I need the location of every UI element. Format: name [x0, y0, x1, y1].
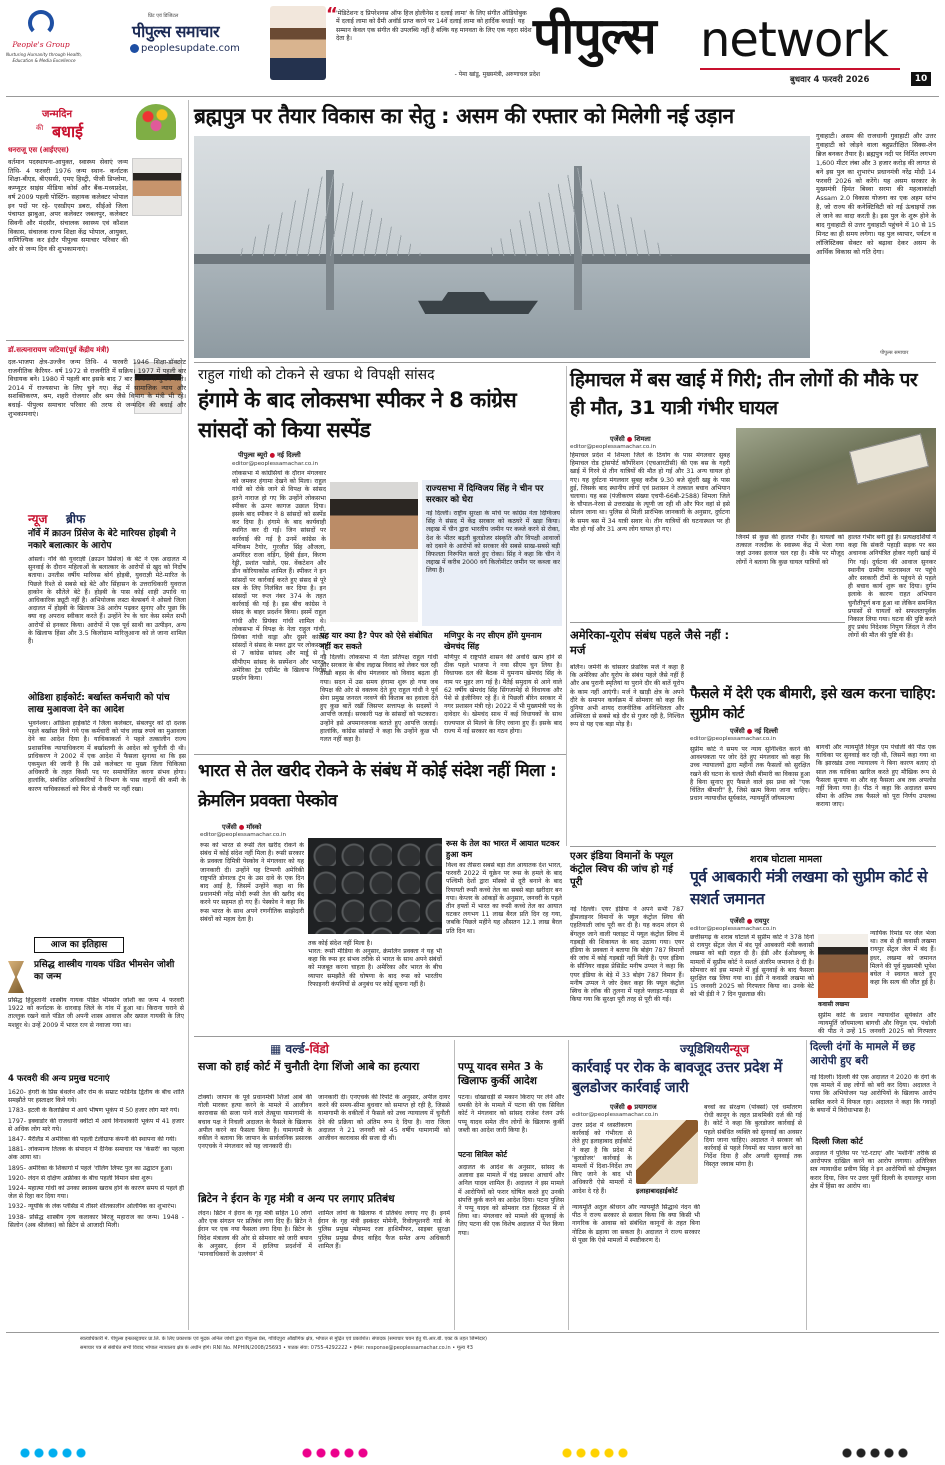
parliament-col-b-title: मणिपुर के नए सीएम होंगे युमनाम खेमचंद सिंह [444, 631, 542, 651]
bus-body3: हालत गंभीर बनी हुई है। प्रत्यक्षदर्शियों ने कहा कि संकरी पहाड़ी सड़क पर बस अचानक अनियंत्रित होकर गहरी खाई में गिर गई। दुर्घटना की आवाज सुनकर स्थानीय ग्रामीण घटनास्थल पर पहुंचे और सरकारी टीमों के पहुंचने से पहले ही बचाव कार्य शुरू कर दिया। दुर्गम इलाके के कारण राहत अभियान चुनौतीपूर्ण बना हुआ था लेकिन समन्वित प्रयासों से घायलों को सफलतापूर्वक निकाल लिया गया। घटना की पुष्टि करते हुए प्रबंध निदेशक निपुण जिंदल ने तीन लोगों की मौत की पुष्टि की है। [848, 534, 936, 640]
bulldozer-text1: उत्तर प्रदेश में ध्वस्तीकरण कार्रवाई को गंभीरता से लेते हुए इलाहाबाद हाईकोर्ट ने कहा है कि प्रदेश में 'बुलडोजर' कार्रवाई के मामलों में दिशा-निर्देश तय किए जाने के बाद भी अधिकारी ऐसे मामलों में आदेश दे रहे हैं। [572, 1122, 632, 1195]
bridge-photo [194, 136, 810, 358]
person1-photo [132, 158, 182, 216]
bulldozer-city: प्रयागराज [634, 1103, 657, 1111]
world-icon: ▦ [270, 1042, 282, 1056]
world-window-item2-text2: शामिल लोगों के खिलाफ ये प्रतिबंध लगाए गए हैं। इनमें ईरान के गृह मंत्री इस्कंदर मोमेनी, रिवोल्यूशनरी गार्ड के पुलिस प्रमुख मोहम्मद रजा हाशिमीफर, साइबर सुरक्षा पुलिस प्रमुख सैयद वाहिद फैज समेत अन्य अधिकारी शामिल हैं। [318, 1210, 450, 1250]
rahul-photo [330, 482, 418, 622]
lead-side-text: गुवाहाटी। असम की राजधानी गुवाहाटी और उत्तर गुवाहाटी को जोड़ने वाला बहुप्रतीक्षित सिक्स-लेन ब्रिज बनकर तैयार है। ब्रह्मपुत्र नदी पर निर्मित लगभग 1,600 मीटर लंबा और 3 हजार करोड़ की लागत से बने इस पुल का शुभारंभ प्रधानमंत्री नरेंद्र मोदी 14 फरवरी 2026 को करेंगे। यह असम सरकार के मुख्यमंत्री हिमंत बिस्वा सरमा की महत्वाकांक्षी Assam 2.0 विकास योजना का एक अहम स्तंभ है, जो राज्य की कनेक्टिविटी को नई ऊंचाइयों तक ले जाने का वादा करती है। इस पुल के शुरू होने के बाद गुवाहाटी से उत्तर गुवाहाटी पहुंचने में 10 से 15 मिनट का ही समय लगेगा। यह पुल व्यापार, पर्यटन व लॉजिस्टिक्स सेक्टर को बढ़ावा देकर असम के आर्थिक विकास को गति देगा। [816, 132, 936, 256]
oil-text1: रूस को भारत से रूसी तेल खरीद रोकने के संबंध में कोई संदेश नहीं मिला है। रूसी सरकार के प्रवक्ता दिमित्री पेस्कोव ने मंगलवार को यह जानकारी दी। उन्होंने यह टिप्पणी अमेरिकी राष्ट्रपति डोनाल्ड ट्रंप के उस दावे के एक दिन बाद आई है, जिसमें उन्होंने कहा था कि प्रधानमंत्री नरेंद्र मोदी रूसी तेल की खरीद बंद करने पर सहमत हो गए हैं। पेस्कोव ने कहा कि रूस भारत के साथ अपने रणनीतिक साझेदारी संबंधों को महत्व देता है। [200, 842, 304, 923]
lead-photo-credit: पीपुल्स समाचार [880, 350, 909, 356]
world-window-header: ▦ वर्ल्ड-विंडो [270, 1042, 329, 1056]
parliament-author: पीपुल्स ब्यूरो [238, 451, 268, 459]
news-brief-header-news: न्यूज [28, 512, 48, 526]
oil-photo-caption: तक कोई संदेश नहीं मिला है। [308, 940, 373, 947]
history-main-title: प्रसिद्ध शास्त्रीय गायक पंडित भीमसेन जोशी का जन्म [34, 960, 175, 982]
bus-byline [610, 434, 651, 443]
bus-wreck [849, 434, 929, 485]
masthead-quote-author: - पेमा खांडू, मुख्यमंत्री, अरुणाचल प्रदेश [454, 71, 540, 78]
lakhma-photo [818, 934, 868, 998]
parliament-kicker: राहुल गांधी को टोकने से खफा थे विपक्षी सांसद [198, 367, 435, 383]
pappu-text1: पटना। धोखाधड़ी से मकान किराए पर लेने और धमकी देने के मामले में पटना की एक सिविल कोर्ट ने मंगलवार को सांसद राजेश रंजन उर्फ पप्पू यादव समेत तीन लोगों के खिलाफ कुर्की जब्ती का आदेश जारी किया है। [458, 1094, 564, 1134]
world-window-item1-text1: टोक्यो। जापान के पूर्व प्रधानमंत्री शिंजो आबे की गोली मारकर हत्या करने के मामले में आजीवन कारावास की सजा पाने वाले तेत्सुया यामागामी के बचाव पक्ष ने निचली अदालत के फैसले के खिलाफ अपील करने का फैसला किया है। यामागामी के वकील ने बताया कि जापान के सार्वजनिक प्रसारक एनएचके ने मंगलवार को यह जानकारी दी। [198, 1094, 312, 1151]
parliament-headline: हंगामे के बाद लोकसभा स्पीकर ने 8 कांग्रेस सांसदों को किया सस्पेंड [198, 388, 517, 442]
birthday-section [6, 100, 184, 495]
cmyk-dots-mid [300, 1448, 370, 1458]
peoples-group-logo-icon [28, 10, 54, 36]
court-delay-text2: बागची और न्यायमूर्ति विपुल एम पंचोली की पीठ एक याचिका पर सुनवाई कर रही थी, जिसमें कहा गया था कि झारखंड उच्च न्यायालय ने बिना कारण बताए दो साल तक याचिका खारिज करते हुए मौखिक रूप से फैसला सुनाया था और वह फैसला अब तक अपलोड नहीं किया गया है। पीठ ने कहा कि अदालत समय सीमा के अंतिम तक फैसले को पूरा निर्णय उपलब्ध कराया जाए। [816, 744, 936, 809]
news-brief-item1-title: नॉर्वे में क्राउन प्रिंसेज के बेटे मारियस होइबी ने नकारे बलात्कार के आरोप [28, 529, 176, 551]
court-delay-text1: सुप्रीम कोर्ट ने समय पर न्याय सुनिश्चित करने की आवश्यकता पर जोर देते हुए मंगलवार को कहा कि उच्च न्यायालयों द्वारा महीनों तक फैसलों को सुरक्षित रखने की घटना के चलते जैसी बीमारी का विकास हुआ है बिना सुनाए हुए फैसले वाले इस प्रथा को "एक चिंतित बीमारी" है, जिसे खत्म किया जाना चाहिए। प्रधान न्यायाधीश सूर्यकांत, न्यायमूर्ति जॉयमाल्या [690, 746, 810, 803]
history-event: 1938- प्रसिद्ध शास्त्रीय नृत्य कलाकार बिरजू महाराज का जन्म। 1948 - सिलोन (अब श्रीलंका) को ब्रिटेन से आजादी मिली। [8, 1213, 184, 1229]
edition-date: बुधवार 4 फरवरी 2026 [790, 75, 870, 85]
history-event: 1932- न्यूयॉर्क के लेक प्लेसिड में तीसरे शीतकालीन ओलंपिक का शुभारंभ। [8, 1203, 177, 1211]
world-window-header-left: वर्ल्ड [285, 1042, 305, 1056]
bulldozer-email[interactable]: editor@peoplessamachar.co.in [572, 1112, 659, 1118]
cmyk-dots-mid2 [560, 1448, 630, 1458]
court-delay-email[interactable]: editor@peoplessamachar.co.in [690, 736, 777, 742]
location-icon: ● [269, 451, 276, 459]
pappu-headline: पप्पू यादव समेत 3 के खिलाफ कुर्की आदेश [458, 1061, 543, 1087]
samachar-prefix: प्रिंट एवं डिजिटल [148, 13, 179, 19]
world-window-item2-text1: लंदन। ब्रिटेन ने ईरान के गृह मंत्री सहित 10 लोगों और एक संगठन पर प्रतिबंध लगा दिए हैं। ब्रिटेन ने ईरान पर एक नया फैसला लगा दिया है। ब्रिटेन के विदेश मंत्रालय की ओर से सोमवार को जारी बयान के अनुसार, ईरान में हालिया प्रदर्शनों में 'मानवाधिकारों के उल्लंघन' में [198, 1210, 312, 1259]
bulldozer-text2: न्यायमूर्ति अतुल श्रीधरन और न्यायमूर्ति सिद्धार्थ नंदन की पीठ ने राज्य सरकार से सवाल किया कि क्या किसी भी नागरिक के आवास को संबंधित कानूनों के तहत बिना नोटिस के ढहाया जा सकता है। अदालत ने राज्य सरकार से पूछा कि ऐसे मामलों में स्पष्टीकरण दें। [572, 1204, 700, 1244]
delhi-text2: अदालत ने पुलिस पर 'रटे-रटाए' और 'मशीनी' तरीके से आरोपपत्र दाखिल करने का आरोप लगाया। अतिरिक्त सत्र न्यायाधीश प्रवीण सिंह ने इन आरोपियों को दोषमुक्त करार दिया, जिन पर उत्तर पूर्वी दिल्ली के दयालपुर थाना क्षेत्र में हिंसा का आरोप था। [810, 1150, 936, 1190]
us-europe-text: बर्लिन। जर्मनी के चांसलर फ्रेडरिक मर्ज ने कहा है कि अमेरिका और यूरोप के संबंध पहले जैसे नहीं हैं और अब पुरानी स्मृतियां या पुराने दौर की बातें यूरोप के काम नहीं आएंगी। मर्ज ने खाड़ी क्षेत्र के अपने दौरे के समापन कार्यक्रम में सोमवार को कहा कि दुनिया अभी शायद राजनीतिक अनिश्चितता और अस्थिरता से सबसे बड़े दौर से गुजर रही है, निश्चित रूप से यह एक बड़ा मोड़ है। [570, 664, 684, 729]
quote-mark-icon: “ [326, 4, 338, 25]
peoples-group-tagline: Nurturing Humanity through Health, Education & Media Excellence [6, 52, 83, 63]
peoples-group-name: People's Group [12, 40, 70, 49]
masthead-quote: 'मेडिटेशनः द प्रिपरेशनस ऑफ हिज होलीनेस द दलाई लामा' के लिए संगीत ऑडियोबुक में दलाई लामा को ग्रैमी अवॉर्ड प्राप्त करने पर 14वें दलाई लामा को हार्दिक बधाई! यह सम्मान केवल एक संगीत की उपलब्धि नहीं है बल्कि यह मानवता के लिए एक गहरा संदेश देता है। [336, 10, 532, 43]
bulldozer-kicker [680, 1040, 749, 1057]
history-event: 1924- महात्मा गांधी को उनका स्वास्थ्य खराब होने के कारण समय से पहले ही जेल से रिहा कर दिया गया। [8, 1185, 184, 1201]
cmyk-dots-left [18, 1448, 88, 1458]
birthday-header-main: बधाई [52, 122, 83, 141]
oil-headline: भारत से तेल खरीद रोकने के संबंध में कोई संदेश नहीं मिला : क्रेमलिन प्रवक्ता पेस्कोव [198, 761, 557, 811]
parliament-inset-text: नई दिल्ली। राष्ट्रीय सुरक्षा के मोर्चे पर कांग्रेस नेता दिग्विजय सिंह ने संसद में केंद्र सरकार को कठघरे में खड़ा किया। लद्दाख में चीन द्वारा भारतीय जमीन पर कब्जे करने से रोका, देश के भीतर बढ़ती बुलडोजर संस्कृति और विपक्षी आवाजों को दबाने के आरोपों को सरकार की सबसे साख-सबसे बड़ी विफलता निरूपित करते हुए रोका। सिंह ने कहा कि चीन ने लद्दाख में करीब 2000 वर्ग किलोमीटर जमीन पर कब्जा कर लिया है। [426, 510, 560, 575]
pappu-rule [568, 1040, 569, 1330]
lead-divider [194, 362, 936, 363]
world-window-header-right: विंडो [309, 1042, 329, 1056]
brand-hindi: पीपुल्स [533, 7, 656, 65]
website-link[interactable]: peoplesupdate.com [141, 43, 240, 54]
hourglass-icon [8, 961, 24, 993]
news-brief-header-brief: ब्रीफ [66, 512, 86, 526]
parliament-email[interactable]: editor@peoplessamachar.co.in [232, 461, 319, 467]
liquor-city: रायपुर [754, 917, 770, 925]
liquor-text: छत्तीसगढ़ के शराब घोटाले में सुप्रीम कोर्ट ने 378 दिनों से रायपुर सेंट्रल जेल में बंद पूर्व आबकारी मंत्री कवासी लखमा को बड़ी राहत दी है। ईडी और ईओडब्ल्यू के मामलों में सुप्रीम कोर्ट ने सशर्त अंतरिम जमानत दे दी है। सोमवार को इस मामले में हुई सुनवाई के बाद फैसला सुरक्षित रख लिया गया था। ईडी ने कवासी लखमा को 15 जनवरी 2025 को गिरफ्तार किया था। उनके बेटे को भी ईडी ने 7 दिन पूछताछ की। [690, 934, 814, 999]
parliament-col-a-title: यह यार क्या है? पेपर को ऐसे संबोधित नहीं कर सकते [320, 631, 433, 651]
history-events-header: 4 फरवरी की अन्य प्रमुख घटनाएं [8, 1074, 110, 1084]
samachar-logo: पीपुल्स समाचार [132, 22, 219, 41]
oil-barrels-photo [308, 838, 442, 934]
bus-email[interactable]: editor@peoplessamachar.co.in [570, 444, 657, 450]
court-delay-city: नई दिल्ली [754, 727, 778, 735]
ship [418, 292, 538, 314]
history-section [8, 937, 184, 1327]
liquor-text2: न्यायिक रिमांड पर जेल भेजा था। तब से ही कवासी लखमा रायपुर सेंट्रल जेल में बंद हैं। इधर, लखमा को जमानत मिलने की पूर्व मुख्यमंत्री भूपेश बघेल ने स्वागत करते हुए कहा कि सत्य की जीत हुई है। [870, 930, 936, 987]
news-brief-item1-text: ओस्लो। नॉर्वे की युवराज्ञी (क्राउन प्रिंसेज) के बेटे ने एक अदालत में सुनवाई के दौरान महिलाओं के बलात्कार के आरोपों से खुद को निर्दोष बताया। उनतीस वर्षीय मारियस बोर्ग होइबी, युवराज्ञी मेटे-मारित के पिछले रिश्ते से सबसे बड़े बेटे और सिंहासन के उत्तराधिकारी युवराज हाकोन के सौतेले बेटे हैं। होइबी के पास कोई शाही उपाधि या आधिकारिक ड्यूटी नहीं है। अभियोजक लस्टा बेल्सबर्ग ने ओस्लो जिला अदालत में होइबी के खिलाफ 38 आरोप पढ़कर सुनाए और पूछा कि क्या वह अपराध स्वीकार करते हैं। उन्होंने रेप के चार केस समेत सभी आरोपों से इनकार किया। आरोपों में एक पूर्व साथी का उत्पीड़न, अन्य के खिलाफ हिंसा और 3.5 किलोग्राम मारिजुआना को ले जाना शामिल हैं। [28, 556, 186, 646]
bus-city: शिमला [634, 435, 651, 443]
middle-divider [194, 1036, 936, 1037]
left-column-rule [188, 100, 189, 1330]
birthday-header-top: जन्मदिन [42, 109, 73, 120]
cmyk-dots-right [840, 1448, 910, 1458]
world-window-item1-title: सजा को हाई कोर्ट में चुनौती देगा शिंजो आबे का हत्यारा [198, 1060, 420, 1073]
parliament-city: नई दिल्ली [277, 451, 301, 459]
lakhma-caption: कवासी लखमा [818, 1001, 850, 1008]
air-india-headline: एअर इंडिया विमानों के फ्यूल कंट्रोल स्विच की जांच हो गई पूरी [570, 851, 673, 888]
bulldozer-author: एजेंसी [610, 1103, 625, 1111]
court-delay-divider [570, 846, 936, 847]
oil-inset-text: विश्व का तीसरा सबसे बड़ा तेल आयातक देश भारत, फरवरी 2022 में यूक्रेन पर रूस के हमले के बाद पश्चिमी देशों द्वारा मॉस्को से दूरी बनाने के बाद रियायती रूसी कच्चे तेल का सबसे बड़ा खरीदार बन गया। केप्लर के आंकड़ों के अनुसार, जनवरी के पहले तीन हफ्तों में भारत का रूसी कच्चे तेल का आयात घटकर लगभग 11 लाख बैरल प्रति दिन रह गया, जबकि पिछले महीने यह औसतन 12.1 लाख बैरल प्रति दिन था। [446, 862, 562, 935]
bus-divider [570, 622, 845, 623]
pappu-label: पटना सिविल कोर्ट [458, 1150, 508, 1159]
parliament-col-b-text: मणिपुर में राष्ट्रपति शासन की अवधि खत्म होने से ठीक पहले भाजपा ने नया सीएम चुन लिया है। विधायक दल की बैठक में युमनाम खेमचंद सिंह के नाम पर मुहर लग गई है। मैतेई समुदाय से आने वाले 62 वर्षीय खेमचंद सिंह सिंगजामेई से विधायक और पेशे से इंजीनियर रहे हैं। वे पिछली बीरेन सरकार में नगर प्रशासन मंत्री रहे। 2022 में भी मुख्यमंत्री पद के दावेदार थे। खेमचंद साथ में कई विधायकों के साथ राज्यपाल से मिलने के लिए रवाना हुए हैं। इसके बाद राज्य में नई सरकार का गठन होगा। [444, 654, 562, 735]
bulldozer-text3: बच्चों का संरक्षण (पोक्सो) एवं धर्मांतरण रोधी कानून के तहत प्राथमिकी दर्ज की गई है। कोर्ट ने कहा कि बुलडोजर कार्रवाई से पहले संबंधित व्यक्ति को सुनवाई का अवसर दिया जाना चाहिए। अदालत ने सरकार को कार्रवाई से पहले नियमों का पालन करने का निर्देश दिया है और अगली सुनवाई तक विस्तृत जवाब मांगा है। [704, 1104, 802, 1169]
bouquet-icon [136, 104, 176, 140]
history-event: 1881- लोकमान्य तिलक के संपादन में दैनिक समाचार पत्र 'केसरी' का पहला अंक आया था। [8, 1146, 184, 1162]
person1-name: धनराजू एस (आईएएस) [8, 146, 70, 154]
location-icon: ● [746, 727, 753, 735]
liquor-author: एजेंसी [730, 917, 745, 925]
middle-column-rule [566, 366, 567, 846]
history-main-text: प्रसिद्ध हिंदुस्तानी शास्त्रीय गायक पंडित भीमसेन जोशी का जन्म 4 फरवरी 1922 को कर्नाटक के धारवाड़ जिले के गांव में हुआ था। किराना घराने से ताल्लुक रखने वाले पंडित जी अपनी शास्त्र आवाज और ख्याल गायकी के लिए मशहूर थे। उन्हें 2009 में भारत रत्न से नवाजा गया था। [8, 997, 184, 1029]
world-rule [454, 1040, 455, 1330]
lead-headline: ब्रह्मपुत्र पर तैयार विकास का सेतु : असम की रफ्तार को मिलेगी नई उड़ान [194, 104, 734, 128]
news-brief-item2-text: भुवनेश्वर। ओडिशा हाईकोर्ट ने जिला कलेक्टर, संबलपुर को दो दशक पहले बर्खास्त किये गये एक कर्मचारी को पांच लाख रुपये का मुआवजा देने का आदेश दिया है। याचिकाकर्ता ने पहले तत्कालीन राज्य प्रशासनिक न्यायाधिकरण में बर्खास्तगी के आदेश को चुनौती दी थी। प्राधिकरण ने 2002 में एक आदेश में फैसला सुनाया था कि इस एकमुश्त की जानी है कि उसे कलेक्टर या मुख्य जिला चिकित्सा अधिकारी के तहत किसी पद पर समायोजित करना संभव होगा। हालांकि, संबंधित अधिकारियों ने विभाग के पास वाहनों की कमी के कारण याचिकाकर्ता को फिर से नौकरी पर नहीं रखा। [28, 720, 186, 793]
bulldozer-kicker-right: न्यूज [729, 1042, 750, 1056]
oil-email[interactable]: editor@peoplessamachar.co.in [200, 832, 287, 838]
bus-author: एजेंसी [610, 435, 625, 443]
cm-portrait [270, 6, 326, 80]
world-window-item2-title: ब्रिटेन ने ईरान के गृह मंत्री व अन्य पर लगाए प्रतिबंध [198, 1193, 395, 1205]
location-icon: ● [626, 1103, 633, 1111]
masthead [0, 0, 945, 96]
air-india-text: नई दिल्ली। एयर इंडिया ने अपने सभी 787 ड्रीमलाइनर विमानों के फ्यूल कंट्रोल स्विच की एहतियाती जांच पूरी कर दी है। यह कदम लंदन से बेंगलुरु जाने वाली फ्लाइट में फ्यूल कंट्रोल स्विच में गड़बड़ी की शिकायत के बाद उठाया गया। एयर इंडिया के प्रवक्ता ने बताया कि बोइंग 787 विमानों की जांच में कोई गड़बड़ी नहीं मिली है। एयर इंडिया के सीनियर वाइस प्रेसिडेंट मनीष उप्पल ने कहा कि एयर इंडिया के बेड़े में 33 बोइंग 787 विमान हैं। मनीष उप्पल ने जोर देकर कहा कि फ्यूल कंट्रोल स्विच के लॉक की तुलना में पहले फ्लाइट-फाइड से किया गया कि सुरक्षा पूरी तरह से पूरी की गई। [570, 906, 684, 1004]
world-window-item1-text2: जानकारी दी। एनएचके की रिपोर्ट के अनुसार, अपील दायर करने की समय-सीमा बुधवार को समाप्त हो रही है, जिससे यामागामी के वकीलों ने फैसले को उच्च न्यायालय में चुनौती देने की प्रक्रिया को अंतिम रूप दे दिया है। नारा जिला अदालत ने 21 जनवरी को 45 वर्षीय यामागामी को आजीवन कारावास की सजा दी थी। [318, 1094, 450, 1143]
person2-name: डॉ.सत्यनारायण जटिया(पूर्व केंद्रीय मंत्री) [8, 346, 110, 354]
history-events-list [8, 1089, 184, 1325]
brand-english: network [700, 12, 888, 68]
oil-author: एजेंसी [222, 823, 237, 831]
history-event: 1847- मैरीलैंड में अमेरिका की पहली टेलीग्राफ कंपनी की स्थापना की गयी। [8, 1136, 177, 1144]
gavel-photo [636, 1120, 698, 1184]
bus-accident-photo [736, 428, 936, 532]
parliament-divider [194, 754, 566, 755]
location-icon: ● [626, 435, 633, 443]
bulldozer-kicker-left: ज्यूडिशियरी [680, 1042, 730, 1056]
person2-bio: दल-भाजपा क्षेत्र-उज्जैन जन्म तिथि- 4 फरवरी 1946 शिक्षा-डॉक्टरेट राजनीतिक कैरियर- वर्ष 1972 से राजनीति में सक्रिय। 1977 में पहली बार विधायक बने। 1980 में पहली बार इसके बाद 7 बार लोकसभा चुनाव जीते। 2014 में राज्यसभा के लिए चुने गए। केंद्र में सामाजिक न्याय और सशक्तिकरण, श्रम, शहरी रोजगार और श्रम जैसे विभाग के मंत्री भी रहे। बधाई- पीपुल्स समाचार परिवार की तरफ से जन्मदिन की बधाई और शुभकामनाएं। [8, 358, 186, 418]
oil-inset-title: रूस के तेल का भारत में आयात घटकर हुआ कम [446, 839, 560, 859]
bridge-cables [234, 172, 424, 256]
bridge-cables [482, 168, 672, 256]
history-event: 1895- अमेरिका के शिकागो में पहले 'रोलिंग लिफ्ट पुल का उद्घाटन हुआ। [8, 1164, 173, 1172]
oil-byline [222, 822, 261, 831]
parliament-col-a-text: नई दिल्ली। लोकसभा में नेता प्रतिपक्ष राहुल गांधी और सरकार के बीच लद्दाख विवाद को लेकर चल रही तीखी बहस के बीच मंगलवार को विवाद बढ़ता ही गया। सदन में उस समय हंगामा शुरू हो गया जब विपक्ष की ओर से वक्तव्य देते हुए राहुल गांधी ने पूर्व सेना प्रमुख जनरल नरवणे की किताब का हवाला देते हुए कुछ बातें रखीं जिसपर सत्तापक्ष के सदस्यों ने आपत्ति जताई। सरकारी पक्ष के सांसदों को फटकारा। उन्होंने इसे अपमानजनक बताते हुए आपत्ति जताई। हालांकि, कांग्रेस सांसदों ने कहा कि उन्होंने कुछ भी गलत नहीं कहा है। [320, 654, 438, 744]
birthday-divider [6, 340, 184, 341]
liquor-label: शराब घोटाला मामला [750, 854, 822, 865]
masthead-divider [6, 96, 939, 97]
bus-body2: जिनमें से कुछ की हालत गंभीर है। घायलों को तत्काल नजदीक के स्वास्थ्य केंद्र में भेजा गया जहां उनका इलाज चल रहा है। मौके पर मौजूद लोगों ने बताया कि कुछ घायल यात्रियों को [736, 534, 844, 566]
person1-bio: वर्तमान पदस्थापना-आयुक्त, स्वास्थ्य सेवाएं जन्म तिथि- 4 फरवरी 1976 जन्म स्थान- कर्नाटक शिक्षा-बीएड, बीएससी, एमए हिस्ट्री, पीजी डिप्लोमा, कम्प्यूटर साइंस मीडिया कोर्स और बैंक-मध्यप्रदेश, वर्ष 2009 पहली पोस्टिंग- सहायक कलेक्टर भोपाल इन पदों पर रहे- एसडीएम डबरा, सीईओ जिला पंचायत झाबुआ, अपर कलेक्टर जबलपुर, कलेक्टर सिवनी और मंदसौर, संचालक स्वास्थ्य एवं कौशल विकास, संचालक राज्य शिक्षा केंद्र भोपाल, आयुक्त, वाणिज्यिक कर इंदौर पीपुल्स समाचार परिवार की ओर से जन्म दिन की शुभकामनाएं। [8, 158, 128, 254]
pappu-text2: अदालत के आदेश के अनुसार, सांसद के अलावा इस मामले में चंद्र प्रकाश आचार्य और अनिल यादव शामिल हैं। अदालत ने इस मामले में आरोपियों को फरार घोषित करते हुए उनकी संपत्ति कुर्क करने का आदेश दिया। पटना पुलिस ने पप्पू यादव को सोमवार रात हिरासत में ले लिया था। मंगलवार को मामले की सुनवाई के लिए पटना की एक विशेष अदालत में पेश किया गया। [458, 1164, 564, 1237]
news-brief-item2-title: ओडिशा हाईकोर्ट: बर्खास्त कर्मचारी को पांच लाख मुआवजा देने का आदेश [28, 693, 170, 715]
registration-marks [0, 1440, 945, 1465]
footer-line1: स्वत्वाधिकारी मे. पीपुल्स इन्फ्रास्ट्रक्चर प्रा.लि. के लिए प्रकाशक एवं मुद्रक अनिल जोशी द्वारा पीपुल्स प्रेस, गोविंदपुरा औद्योगिक क्षेत्र, भोपाल से मुद्रित एवं प्रकाशित। संपादक (समाचार चयन हेतु पी.आर.बी. एक्ट के तहत जिम्मेदार) [80, 1336, 487, 1342]
globe-icon [130, 44, 139, 53]
bus-headline: हिमाचल में बस खाई में गिरी; तीन लोगों की मौके पर ही मौत, 31 यात्री गंभीर घायल [570, 369, 918, 419]
us-europe-headline: अमेरिका-यूरोप संबंध पहले जैसे नहीं : मर्ज [570, 628, 730, 657]
history-event: 1797- इक्वाडोर की राजधानी क्वीटो में आये विनाशकारी भूकंप में 41 हजार से अधिक लोग मारे गये। [8, 1117, 184, 1133]
parliament-body: लोकसभा में कांग्रेसियों के दौरान मंगलवार को जमकर हंगामा देखने को मिला। राहुल गांधी को रोके जाने से विपक्ष के सांसद इतने नाराज हो गए कि उन्होंने लोकसभा स्पीकर के ऊपर कागज उछाल दिया। इसके बाद स्पीकर ने 8 सांसदों को सस्पेंड कर दिया है। हंगामे के बाद कार्यवाही स्थगित कर दी गई। जिन सांसदों पर कार्रवाई की गई है उनमें कांग्रेस के मणिकम टैगोर, गुरजीत सिंह औजला, अमरिंदर राजा वड़िंग, हिबी ईडन, किरण रेड्डी, प्रशांत पडोले, एस. वेंकटेशन और डीन कोरियाकोस शामिल हैं। स्पीकर ने इन सांसदों पर कार्रवाई करते हुए संसद से पूरे सत्र के लिए निलंबित कर दिया है। इन सांसदों पर रूल नंबर 374 के तहत कार्रवाई की गई है। इस बीच कांग्रेस ने संसद के बाहर प्रदर्शन किया। इसमें राहुल गांधी और प्रियंका गांधी शामिल थे। लोकसभा में विपक्ष के नेता राहुल गांधी, प्रियंका गांधी वाड्रा और दूसरे कांग्रेस सांसदों ने संसद के मकर द्वार पर लोकसभा से 7 कांग्रेस सांसद और माईुं से 1 सीपीएम सांसद के सस्पेंशन और भारत-अमेरिका ट्रेड एग्रीमेंट के खिलाफ विरोध प्रदर्शन किया। [232, 470, 326, 683]
delhi-text1: नई दिल्ली। दिल्ली की एक अदालत ने 2020 के दंगों के एक मामले में छह लोगों को बरी कर दिया। अदालत ने पाया कि अभियोजन पक्ष आरोपियों के खिलाफ आरोप साबित करने में विफल रहा। अदालत ने कहा कि गवाहों के बयानों में विरोधाभास है। [810, 1074, 936, 1114]
location-icon: ● [746, 917, 753, 925]
oil-text2: भारत: रूसी मीडिया के अनुसार, क्रेमलिन प्रवक्ता ने यह भी कहा कि रूस हर संभव तरीके से भारत के साथ अपने संबंधों को मजबूत करना चाहता है। अमेरिका और भारत के बीच व्यापार समझौते की घोषणा के बाद रूस को भारतीय रिफाइनरी कंपनियों से अनुबंध पर कोई सूचना नहीं है। [308, 948, 442, 988]
liquor-byline [730, 916, 769, 925]
bulldozer-rule [806, 1040, 807, 1330]
court-delay-byline [730, 726, 778, 735]
history-event: 1620- हंगरी के प्रिंस बेथलेन और रोम के सम्राट फर्डिनेंड द्वितीय के बीच शांति समझौते पर हस्ताक्षर किये गये। [8, 1089, 184, 1105]
location-icon: ● [238, 823, 245, 831]
liquor-email[interactable]: editor@peoplessamachar.co.in [690, 926, 777, 932]
court-delay-author: एजेंसी [730, 727, 745, 735]
bus-body: हिमाचल प्रदेश में शिमला जिले के ठियोग के पास मंगलवार सुबह हिमाचल रोड ट्रांसपोर्ट कॉर्पोरेशन (एचआरटीसी) की एक बस के गहरी खाई में गिरने से तीन यात्रियों की मौत हो गई और 31 अन्य घायल हो गए। यह दुर्घटना मंगलवार सुबह करीब 9.30 बजे सुंदरी खड्ड के पास हुई, जिसके बाद स्थानीय लोगों एवं प्रशासन ने तत्काल बचाव अभियान चलाया। यह बस (पंजीकरण संख्या एचपी-66बी-2588) शिमला जिले के चौपाल-नेरवा से उत्तराखंड के त्यूणी जा रही थी और फिर वहां से इसे सोलन जाना था। पुलिस से मिली प्रारंभिक जानकारी के अनुसार, दुर्घटना के समय बस में 34 यात्री सवार थे। तीन यात्रियों की घटनास्थल पर ही मौत हो गई और 31 अन्य लोग घायल हो गए। [570, 452, 730, 533]
history-header: आज का इतिहास [34, 937, 124, 953]
footer-line2: समाचार पत्र से संबंधित सभी विवाद भोपाल न्यायालय क्षेत्र के अधीन होंगे। RNI No. MPHIN/2008/25693 • पाठक सेवा: 0755-4292222 • ईमेल: response@peoplessamachar.co.in • मूल्य ₹3 [80, 1345, 473, 1351]
bulldozer-headline: कार्रवाई पर रोक के बावजूद उत्तर प्रदेश में बुलडोजर कार्रवाई जारी [572, 1060, 783, 1096]
delhi-label: दिल्ली जिला कोर्ट [812, 1137, 863, 1146]
bulldozer-caption: इलाहाबादहाईकोर्ट [636, 1187, 678, 1195]
oil-city: मॉस्को [246, 823, 262, 831]
history-event: 1783- इटली के कैलाब्रिया में आये भीषण भूकंप में 50 हजार लोग मारे गये। [8, 1107, 180, 1115]
news-brief-section [6, 510, 184, 930]
liquor-text3: सुप्रीम कोर्ट के प्रधान न्यायाधीश सूर्यकांत और न्यायमूर्ति जॉयमाल्या बागची और विपुल एम. पंचोली की पीठ ने उन्हें 15 जनवरी 2025 को गिरफ्तार [818, 1012, 936, 1036]
bulldozer-byline [610, 1102, 657, 1111]
footer-divider [6, 1332, 939, 1333]
delhi-headline: दिल्ली दंगों के मामले में छह आरोपी हुए बरी [810, 1041, 916, 1067]
birthday-header-ki: की [36, 124, 44, 132]
page-number: 10 [911, 72, 931, 86]
brand-underline [700, 68, 900, 70]
court-delay-headline: फैसले में देरी एक बीमारी, इसे खत्म करना चाहिए: सुप्रीम कोर्ट [690, 686, 936, 722]
liquor-headline: पूर्व आबकारी मंत्री लखमा को सुप्रीम कोर्ट से सशर्त जमानत [690, 868, 928, 908]
parliament-byline [238, 450, 301, 459]
history-event: 1920- लंदन से दक्षिण अफ्रीका के बीच पहली विमान सेवा शुरू। [8, 1174, 153, 1182]
parliament-inset-title: राज्यसभा में दिग्विजय सिंह ने चीन पर सरकार को घेरा [426, 484, 544, 505]
